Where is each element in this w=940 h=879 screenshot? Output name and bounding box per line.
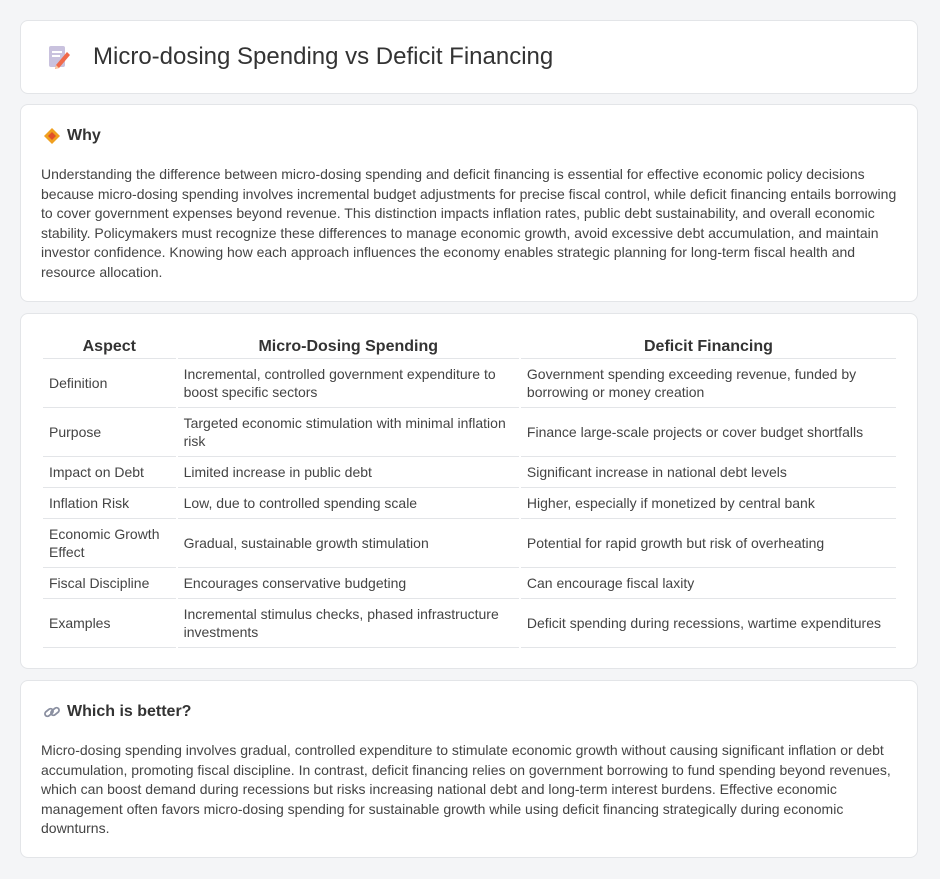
- row-deficit: Finance large-scale projects or cover budget shortfalls: [521, 407, 896, 456]
- header-card: [20, 20, 918, 94]
- diamond-icon: [43, 127, 61, 145]
- which-is-better-section: [20, 680, 918, 858]
- row-aspect: Economic Growth Effect: [43, 518, 176, 567]
- why-heading: Why: [67, 127, 101, 144]
- better-heading-row: [43, 703, 191, 721]
- row-deficit: Government spending exceeding revenue, funded by borrowing or money creation: [521, 358, 896, 407]
- row-deficit: Higher, especially if monetized by central bank: [521, 487, 896, 518]
- table-row: [43, 456, 896, 487]
- row-deficit: Can encourage fiscal laxity: [521, 567, 896, 598]
- document-pencil-icon: [47, 43, 71, 71]
- row-micro: Incremental, controlled government expenditure to boost specific sectors: [178, 358, 519, 407]
- row-micro: Encourages conservative budgeting: [178, 567, 519, 598]
- table-row: [43, 598, 896, 648]
- row-deficit: Significant increase in national debt levels: [521, 456, 896, 487]
- row-aspect: Examples: [43, 598, 176, 648]
- row-micro: Incremental stimulus checks, phased infrastructure investments: [178, 598, 519, 648]
- comparison-table: [41, 334, 898, 648]
- row-micro: Gradual, sustainable growth stimulation: [178, 518, 519, 567]
- why-heading-row: [43, 127, 101, 145]
- row-deficit: Potential for rapid growth but risk of overheating: [521, 518, 896, 567]
- row-micro: Low, due to controlled spending scale: [178, 487, 519, 518]
- link-icon: [43, 703, 61, 721]
- page-title: Micro-dosing Spending vs Deficit Financing: [93, 43, 554, 70]
- table-header-row: [43, 334, 896, 358]
- row-micro: Limited increase in public debt: [178, 456, 519, 487]
- header-deficit: Deficit Financing: [644, 338, 773, 355]
- table-row: [43, 407, 896, 456]
- row-aspect: Definition: [43, 358, 176, 407]
- row-aspect: Fiscal Discipline: [43, 567, 176, 598]
- header-micro-dosing: Micro-Dosing Spending: [258, 338, 439, 355]
- table-row: [43, 567, 896, 598]
- title-row: [47, 43, 553, 71]
- row-aspect: Impact on Debt: [43, 456, 176, 487]
- why-section: [20, 104, 918, 302]
- row-aspect: Inflation Risk: [43, 487, 176, 518]
- better-heading: Which is better?: [67, 703, 192, 720]
- row-micro: Targeted economic stimulation with minimal inflation risk: [178, 407, 519, 456]
- comparison-section: [20, 313, 918, 669]
- row-aspect: Purpose: [43, 407, 176, 456]
- header-aspect: Aspect: [82, 338, 136, 355]
- table-row: [43, 487, 896, 518]
- why-text: Understanding the difference between micro-dosing spending and deficit financing is essential for effective economic policy decisions because micro-dosing spending involves incremental budget adjustments for precise fiscal control, while deficit financing entails borrowing to cover government expenses beyond revenue. This distinction impacts inflation rates, public debt sustainability, and overall economic stability. Policymakers must recognize these differences to manage economic growth, avoid excessive debt accumulation, and maintain investor confidence. Knowing how each approach influences the economy enables strategic planning for long-term fiscal health and resource allocation.: [41, 166, 897, 280]
- table-row: [43, 518, 896, 567]
- better-text: Micro-dosing spending involves gradual, controlled expenditure to stimulate economic growth without causing significant inflation or debt accumulation, promoting fiscal discipline. In contrast, deficit financing relies on government borrowing to fund spending beyond revenues, which can boost demand during recessions but risks increasing national debt and long-term interest burdens. Effective economic management often favors micro-dosing spending for sustainable growth while using deficit financing strategically during economic downturns.: [41, 742, 891, 836]
- row-deficit: Deficit spending during recessions, wartime expenditures: [521, 598, 896, 648]
- table-row: [43, 358, 896, 407]
